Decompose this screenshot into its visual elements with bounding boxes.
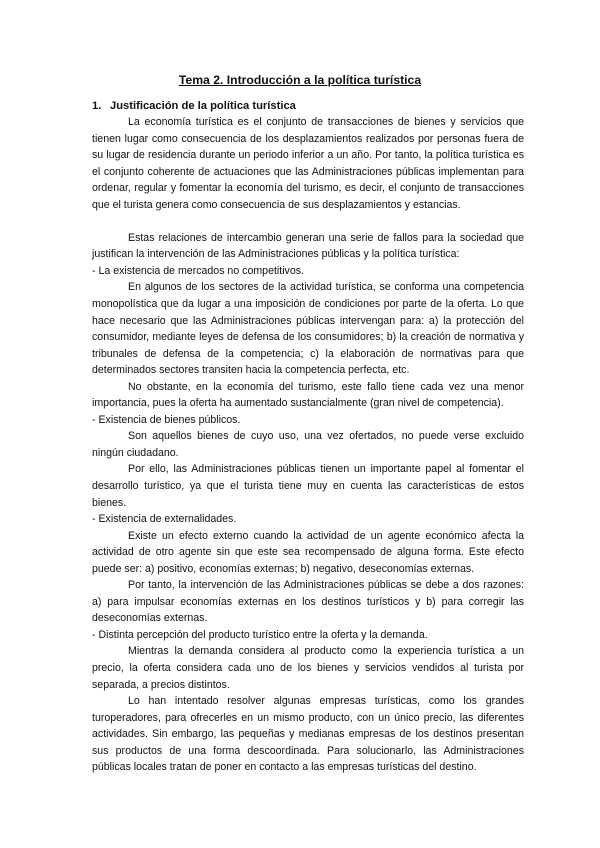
paragraph: En algunos de los sectores de la actividad turística, se conforma una competencia monopolística que da lugar a una imposición de condiciones por parte de la oferta. Lo que hace necesario que las Administraciones públicas intervengan para: a) la protección del consumidor, mediante leyes de defensa de los consumidores; b) la creación de normativa y tribunales de defensa de la competencia; c) la elaboración de normativas para que determinados sectores transiten hacia la competencia perfecta, etc.	[92, 281, 524, 377]
bullet-heading: - Existencia de bienes públicos.	[92, 413, 241, 426]
document-title: Tema 2. Introducción a la política turística	[178, 73, 422, 87]
paragraph: La economía turística es el conjunto de transacciones de bienes y servicios que tienen lugar como consecuencia de los desplazamientos realizados por personas fuera de su lugar de residencia durante un periodo inferior a un año. Por tanto, la política turística es el conjunto coherente de actuaciones que las Administraciones públicas implementan para ordenar, regular y fomentar la economía del turismo, es decir, el conjunto de transacciones que el turista genera como consecuencia de sus desplazamientos y estancias.	[92, 116, 524, 211]
section-number: 1.	[92, 100, 102, 112]
paragraph: No obstante, en la economía del turismo, este fallo tiene cada vez una menor importancia, pues la oferta ha aumentado sustancialmente (gran nivel de competencia).	[92, 380, 524, 410]
paragraph: Mientras la demanda considera al producto como la experiencia turística a un precio, la oferta considera cada uno de los bienes y servicios vendidos al turista por separada, a precios distintos.	[92, 645, 524, 691]
paragraph: Existe un efecto externo cuando la actividad de un agente económico afecta la actividad de otro agente sin que este sea recompensado de alguna forma. Este efecto puede ser: a) positivo, economías externas; b) negativo, deseconomías externas.	[92, 529, 524, 575]
section-heading	[92, 98, 296, 114]
bullet-heading: - Distinta percepción del producto turístico entre la oferta y la demanda.	[92, 628, 428, 641]
paragraph: Por tanto, la intervención de las Administraciones públicas se debe a dos razones: a) para impulsar economías externas en los destinos turísticos y b) para corregir las deseconomías externas.	[92, 579, 524, 625]
paragraph: Son aquellos bienes de cuyo uso, una vez ofertados, no puede verse excluido ningún ciudadano.	[92, 430, 524, 459]
bullet-heading: - Existencia de externalidades.	[92, 513, 237, 526]
paragraph: Estas relaciones de intercambio generan una serie de fallos para la sociedad que justifican la intervención de las Administraciones públicas y la política turística:	[92, 231, 524, 261]
paragraph: Por ello, las Administraciones públicas tienen un importante papel al fomentar el desarrollo turístico, ya que el turista tiene muy en cuenta las características de estos bienes.	[92, 463, 524, 509]
paragraph: Lo han intentado resolver algunas empresas turísticas, como los grandes turoperadores, para ofrecerles en un mismo producto, con un único precio, las diferentes actividades. Sin embargo, las pequeñas y medianas empresas de los destinos presentan sus productos de una forma descoordinada. Para solucionarlo, las Administraciones públicas locales tratan de poner en contacto a las empresas turísticas del destino.	[92, 695, 524, 774]
document-body	[92, 114, 524, 776]
bullet-heading: - La existencia de mercados no competitivos.	[92, 264, 304, 277]
section-heading-text: Justificación de la política turística	[110, 100, 296, 112]
